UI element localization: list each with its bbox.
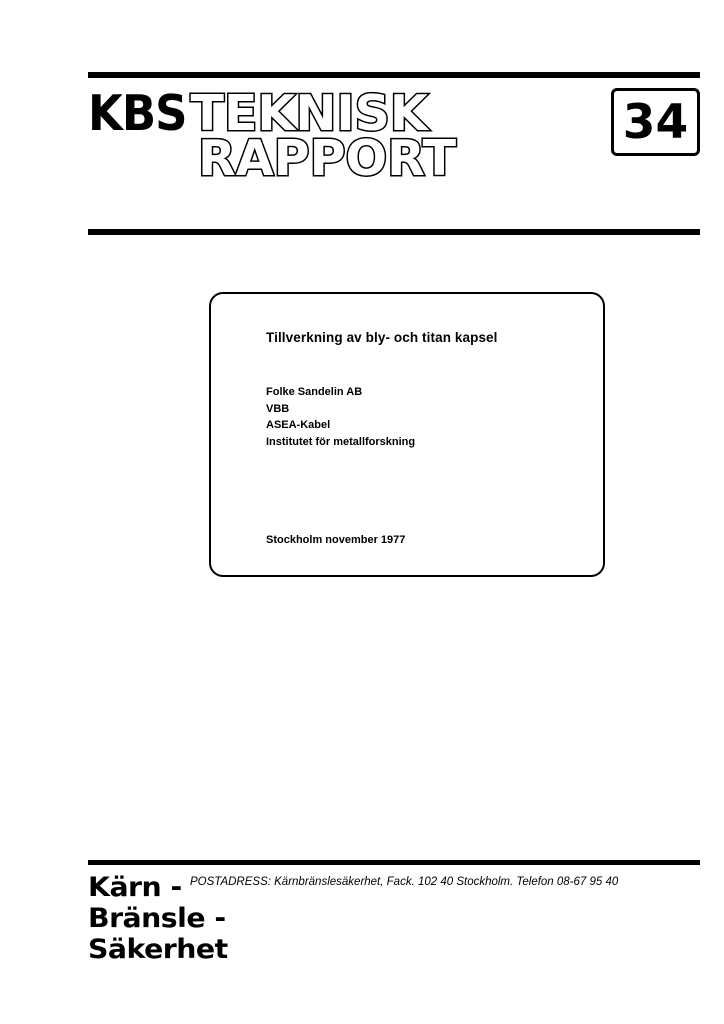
author-item: Folke Sandelin AB	[266, 386, 363, 398]
author-item: Institutet för metallforskning	[266, 435, 416, 448]
footer-postal-address: POSTADRESS: Kärnbränslesäkerhet, Fack. 102 40 Stockholm. Telefon 08-67 95 40	[190, 876, 619, 888]
author-item: ASEA-Kabel	[266, 419, 331, 431]
issue-number-box	[611, 88, 700, 156]
logo-line-bransle: Bränsle -	[88, 903, 226, 934]
masthead	[88, 82, 700, 232]
report-title: Tillverkning av bly- och titan kapsel	[266, 330, 498, 345]
logo-line-sakerhet: Säkerhet	[88, 934, 228, 965]
teknisk-wordmark: TEKNISK	[190, 85, 428, 142]
masthead-top-rule	[88, 72, 700, 78]
report-title-card	[209, 292, 605, 577]
author-item: VBB	[266, 402, 290, 415]
kbs-wordmark: KBS	[88, 85, 187, 142]
rapport-wordmark: RAPPORT	[198, 130, 457, 187]
issue-number: 34	[622, 94, 689, 150]
masthead-bottom-rule	[88, 229, 700, 235]
logo-line-karn: Kärn -	[88, 872, 182, 903]
report-authors	[266, 384, 415, 450]
report-place-date: Stockholm november 1977	[266, 534, 406, 546]
footer-rule	[88, 860, 700, 865]
masthead-line-two	[198, 130, 457, 194]
